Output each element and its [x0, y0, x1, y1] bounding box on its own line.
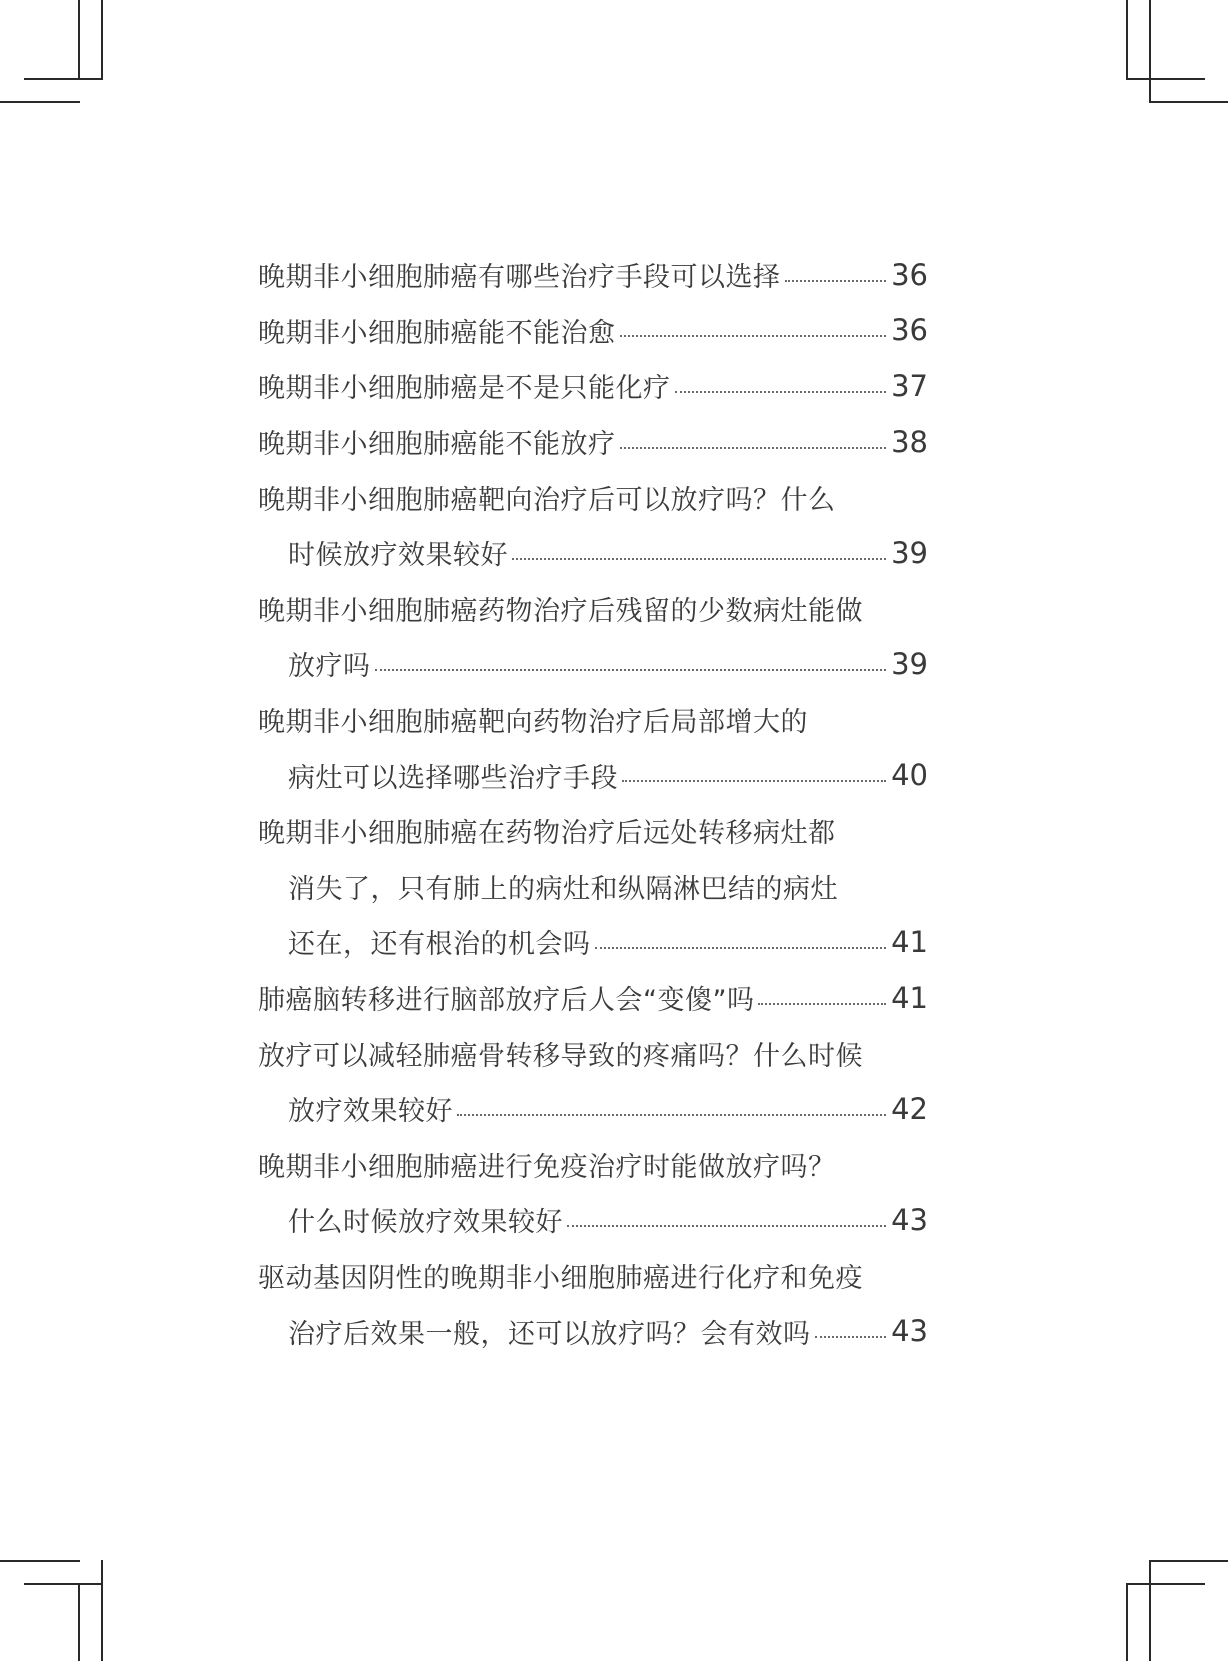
toc-entry-title: 晚期非小细胞肺癌进行免疫治疗时能做放疗吗？: [258, 1151, 836, 1183]
toc-entry-line: [258, 692, 928, 748]
toc-entry-line: [258, 1137, 928, 1193]
toc-entry-title: 驱动基因阴性的晚期非小细胞肺癌进行化疗和免疫: [258, 1262, 863, 1294]
toc-entry[interactable]: [258, 692, 928, 803]
crop-mark-top-right-h1: [1126, 78, 1205, 80]
toc-entry-line: [258, 525, 928, 581]
crop-mark-bottom-left-h2: [24, 1583, 103, 1585]
toc-entry-title: 晚期非小细胞肺癌能不能放疗: [258, 429, 616, 461]
crop-mark-top-left-v1: [78, 0, 80, 80]
toc-entry-page: 40: [891, 758, 928, 793]
toc-entry-page: 41: [891, 924, 928, 959]
toc-entry-line: [258, 1025, 928, 1081]
dot-leader: [815, 1336, 887, 1338]
toc-entry-line: [258, 914, 928, 970]
dot-leader: [620, 335, 887, 337]
toc-entry-page: 43: [891, 1202, 928, 1237]
toc-entry-title-cont: 病灶可以选择哪些治疗手段: [288, 762, 618, 794]
dot-leader: [567, 1225, 886, 1227]
toc-entry[interactable]: [258, 303, 928, 359]
dot-leader: [620, 447, 887, 449]
toc-entry-title: 晚期非小细胞肺癌靶向治疗后可以放疗吗？什么: [258, 484, 836, 516]
crop-mark-bottom-right-h2: [1126, 1583, 1205, 1585]
toc-entry-line: [258, 859, 928, 915]
crop-mark-top-left-v2: [101, 0, 103, 80]
crop-mark-top-left-h1: [24, 78, 103, 80]
crop-mark-top-left-h2: [0, 101, 80, 103]
crop-mark-top-right-v2: [1149, 0, 1151, 103]
toc-entry-page: 38: [891, 424, 928, 459]
toc-entry[interactable]: [258, 581, 928, 692]
toc-entry-page: 41: [891, 980, 928, 1015]
toc-entry-title: 放疗可以减轻肺癌骨转移导致的疼痛吗？什么时候: [258, 1040, 863, 1072]
toc-entry-title: 晚期非小细胞肺癌在药物治疗后远处转移病灶都: [258, 818, 836, 850]
crop-mark-bottom-left-v1: [78, 1583, 80, 1661]
dot-leader: [675, 391, 887, 393]
toc-entry-page: 39: [891, 646, 928, 681]
toc-entry-page: 36: [891, 313, 928, 348]
toc-entry[interactable]: [258, 247, 928, 303]
toc-entry[interactable]: [258, 970, 928, 1026]
dot-leader: [785, 280, 887, 282]
toc-entry-title-cont: 什么时候放疗效果较好: [288, 1207, 563, 1239]
dot-leader: [622, 780, 886, 782]
toc-entry-title-cont: 放疗吗: [288, 651, 371, 683]
toc-entry-title: 晚期非小细胞肺癌能不能治愈: [258, 317, 616, 349]
crop-mark-top-right-v1: [1126, 0, 1128, 80]
toc-entry-line: [258, 1248, 928, 1304]
toc-entry-line: [258, 469, 928, 525]
toc-entry-title-cont: 时候放疗效果较好: [288, 540, 508, 572]
toc-entry-title: 晚期非小细胞肺癌是不是只能化疗: [258, 373, 671, 405]
toc-entry[interactable]: [258, 469, 928, 580]
toc-entry[interactable]: [258, 1137, 928, 1248]
toc-entry-line: [258, 803, 928, 859]
toc-entry-page: 37: [891, 368, 928, 403]
crop-mark-bottom-right-v1: [1126, 1583, 1128, 1661]
toc-entry[interactable]: [258, 1025, 928, 1136]
toc-entry-title-cont: 治疗后效果一般，还可以放疗吗？会有效吗: [288, 1318, 811, 1350]
table-of-contents: [258, 247, 928, 1359]
toc-entry-title: 晚期非小细胞肺癌药物治疗后残留的少数病灶能做: [258, 595, 863, 627]
crop-mark-bottom-right-h1: [1149, 1560, 1228, 1562]
toc-entry-line: [258, 1081, 928, 1137]
dot-leader: [512, 558, 886, 560]
toc-entry-page: 42: [891, 1091, 928, 1126]
toc-entry-line: [258, 1192, 928, 1248]
toc-entry[interactable]: [258, 1248, 928, 1359]
toc-entry[interactable]: [258, 803, 928, 970]
toc-entry-line: [258, 1303, 928, 1359]
toc-entry-page: 39: [891, 535, 928, 570]
toc-entry-title-cont: 还在，还有根治的机会吗: [288, 929, 591, 961]
toc-entry-title: 晚期非小细胞肺癌靶向药物治疗后局部增大的: [258, 707, 808, 739]
toc-entry-page: 43: [891, 1314, 928, 1349]
dot-leader: [375, 669, 887, 671]
toc-entry-title-cont: 消失了，只有肺上的病灶和纵隔淋巴结的病灶: [288, 873, 838, 905]
toc-entry-line: [258, 636, 928, 692]
toc-entry-line: [258, 747, 928, 803]
toc-entry-title: 晚期非小细胞肺癌有哪些治疗手段可以选择: [258, 262, 781, 294]
crop-mark-bottom-left-h1: [0, 1560, 80, 1562]
toc-entry-line: [258, 581, 928, 637]
toc-entry-title: 肺癌脑转移进行脑部放疗后人会“变傻”吗: [258, 985, 755, 1017]
toc-entry-page: 36: [891, 257, 928, 292]
dot-leader: [758, 1003, 886, 1005]
crop-mark-top-right-h2: [1149, 101, 1228, 103]
toc-entry[interactable]: [258, 358, 928, 414]
toc-entry-title-cont: 放疗效果较好: [288, 1096, 453, 1128]
crop-mark-bottom-right-v2: [1149, 1560, 1151, 1661]
dot-leader: [595, 947, 887, 949]
dot-leader: [457, 1114, 886, 1116]
toc-entry[interactable]: [258, 414, 928, 470]
crop-mark-bottom-left-v2: [101, 1560, 103, 1661]
